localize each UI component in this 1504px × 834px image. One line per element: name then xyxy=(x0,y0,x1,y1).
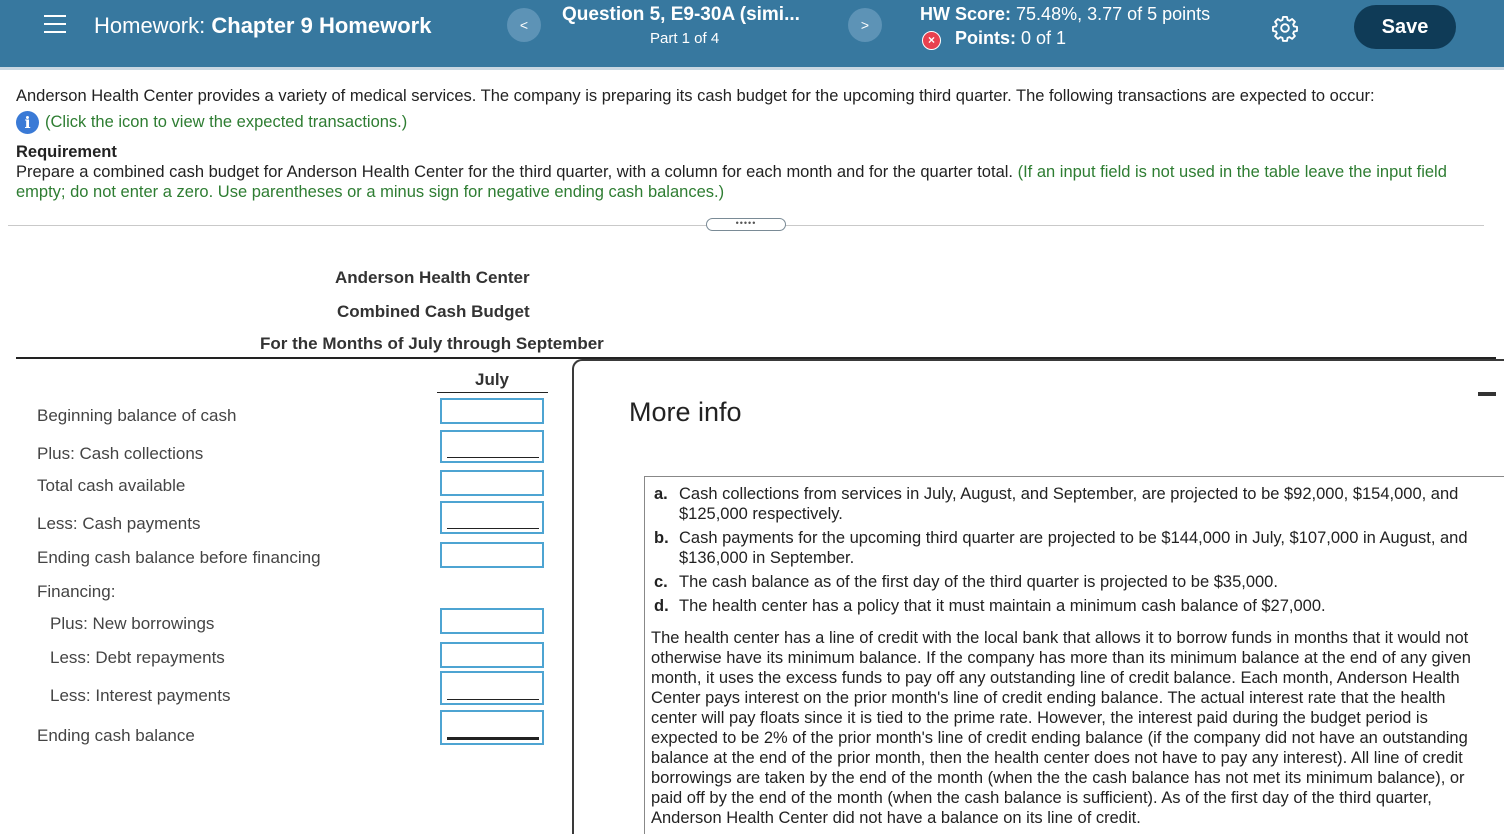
gear-icon[interactable] xyxy=(1271,14,1299,42)
hw-score xyxy=(920,4,1210,25)
transaction-text: Cash payments for the upcoming third quarter are projected to be $144,000 in July, $107,000 in August, and $136,000 in September. xyxy=(679,529,1468,567)
homework-title xyxy=(94,13,431,39)
transaction-item-b xyxy=(654,528,1484,568)
label-ending-before-financing: Ending cash balance before financing xyxy=(37,548,321,567)
line-of-credit-paragraph: The health center has a line of credit with the local bank that allows it to borrow funds in months that it would not otherwise have its minimum balance. If the company has more than its minimum balance at the end of any given month, it uses the excess funds to pay off any outstanding line of credit balance. Each month, Anderson Health Center pays interest on the prior month's line of credit ending balance. The actual interest rate that the health center will pay floats since it is tied to the prime rate. However, the interest paid during the budget period is expected to be 2% of the prior month's line of credit ending balance (if the company did not have an outstanding balance at the end of the prior month, then the health center does not have to pay any interest). All line of credit borrowings are taken by the end of the month (when the the cash balance has not met its minimum balance), or paid off by the end of the month (when the cash balance is sufficient). As of the first day of the third quarter, Anderson Health Center did not have a balance on its line of credit. xyxy=(651,629,1471,827)
question-title: Question 5, E9-30A (simi... xyxy=(562,4,800,25)
transaction-letter: b. xyxy=(654,529,669,547)
transaction-item-d xyxy=(654,596,1484,616)
input-july-cash-collections[interactable] xyxy=(440,430,544,463)
transaction-text: The cash balance as of the first day of the third quarter is projected to be $35,000. xyxy=(679,573,1278,591)
info-link-text[interactable]: (Click the icon to view the expected transactions.) xyxy=(45,112,408,131)
points-label: Points: xyxy=(955,28,1016,48)
homework-name: Chapter 9 Homework xyxy=(211,13,432,38)
input-july-debt-repayments[interactable] xyxy=(440,642,544,668)
question-points xyxy=(955,28,1066,49)
label-financing: Financing: xyxy=(37,582,116,601)
homework-prefix: Homework: xyxy=(94,13,206,38)
input-july-beginning-balance[interactable] xyxy=(440,398,544,424)
requirement-title: Requirement xyxy=(16,143,117,161)
transaction-item-c xyxy=(654,572,1484,592)
label-new-borrowings: Plus: New borrowings xyxy=(50,614,215,633)
label-debt-repayments: Less: Debt repayments xyxy=(50,648,225,667)
input-july-new-borrowings[interactable] xyxy=(440,608,544,634)
transaction-letter: a. xyxy=(654,485,668,503)
transaction-letter: d. xyxy=(654,597,669,615)
info-icon[interactable]: i xyxy=(16,111,39,134)
save-button[interactable]: Save xyxy=(1354,5,1456,49)
label-cash-collections: Plus: Cash collections xyxy=(37,444,204,463)
more-info-title: More info xyxy=(629,397,742,427)
transaction-item-a xyxy=(654,484,1484,524)
label-interest-payments: Less: Interest payments xyxy=(50,686,231,705)
budget-period: For the Months of July through September xyxy=(260,334,604,353)
label-beginning-balance: Beginning balance of cash xyxy=(37,406,237,425)
problem-intro: Anderson Health Center provides a variety of medical services. The company is preparing its cash budget for the upcoming third quarter. The following transactions are expected to occur: xyxy=(16,87,1375,105)
info-link[interactable] xyxy=(16,111,407,134)
requirement-text xyxy=(16,162,1476,202)
label-cash-payments: Less: Cash payments xyxy=(37,514,201,533)
next-question-button[interactable]: > xyxy=(848,8,882,42)
transaction-text: Cash collections from services in July, August, and September, are projected to be $92,000, $154,000, and $125,000 respectively. xyxy=(679,485,1459,523)
requirement-note: (If an input field is not used in the table leave the input field empty; do not enter a zero. Use parentheses or a minus sign for negative ending cash balances.) xyxy=(16,163,1447,201)
minimize-icon[interactable] xyxy=(1478,392,1496,396)
input-july-total-cash-available[interactable] xyxy=(440,470,544,496)
menu-icon[interactable] xyxy=(44,15,66,35)
top-bar xyxy=(0,0,1504,70)
question-part: Part 1 of 4 xyxy=(650,30,720,47)
resize-handle[interactable]: ••••• xyxy=(706,218,786,231)
transaction-list xyxy=(654,484,1484,620)
label-ending-cash-balance: Ending cash balance xyxy=(37,726,195,745)
transaction-text: The health center has a policy that it must maintain a minimum cash balance of $27,000. xyxy=(679,597,1326,615)
transaction-letter: c. xyxy=(654,573,668,591)
hw-score-label: HW Score: xyxy=(920,4,1012,24)
input-july-cash-payments[interactable] xyxy=(440,501,544,534)
input-july-ending-before-financing[interactable] xyxy=(440,542,544,568)
budget-company: Anderson Health Center xyxy=(335,268,530,287)
column-header-july: July xyxy=(475,370,510,389)
column-rule xyxy=(437,392,548,393)
previous-question-button[interactable]: < xyxy=(507,8,541,42)
input-july-interest-payments[interactable] xyxy=(440,671,544,705)
budget-title: Combined Cash Budget xyxy=(337,302,530,321)
incorrect-icon: × xyxy=(922,31,941,50)
requirement-body: Prepare a combined cash budget for Anderson Health Center for the third quarter, with a column for each month and for the quarter total. xyxy=(16,163,1013,181)
points-value: 0 of 1 xyxy=(1021,28,1067,48)
input-july-ending-cash-balance[interactable] xyxy=(440,710,544,745)
label-total-cash-available: Total cash available xyxy=(37,476,186,495)
hw-score-value: 75.48%, 3.77 of 5 points xyxy=(1016,4,1211,24)
